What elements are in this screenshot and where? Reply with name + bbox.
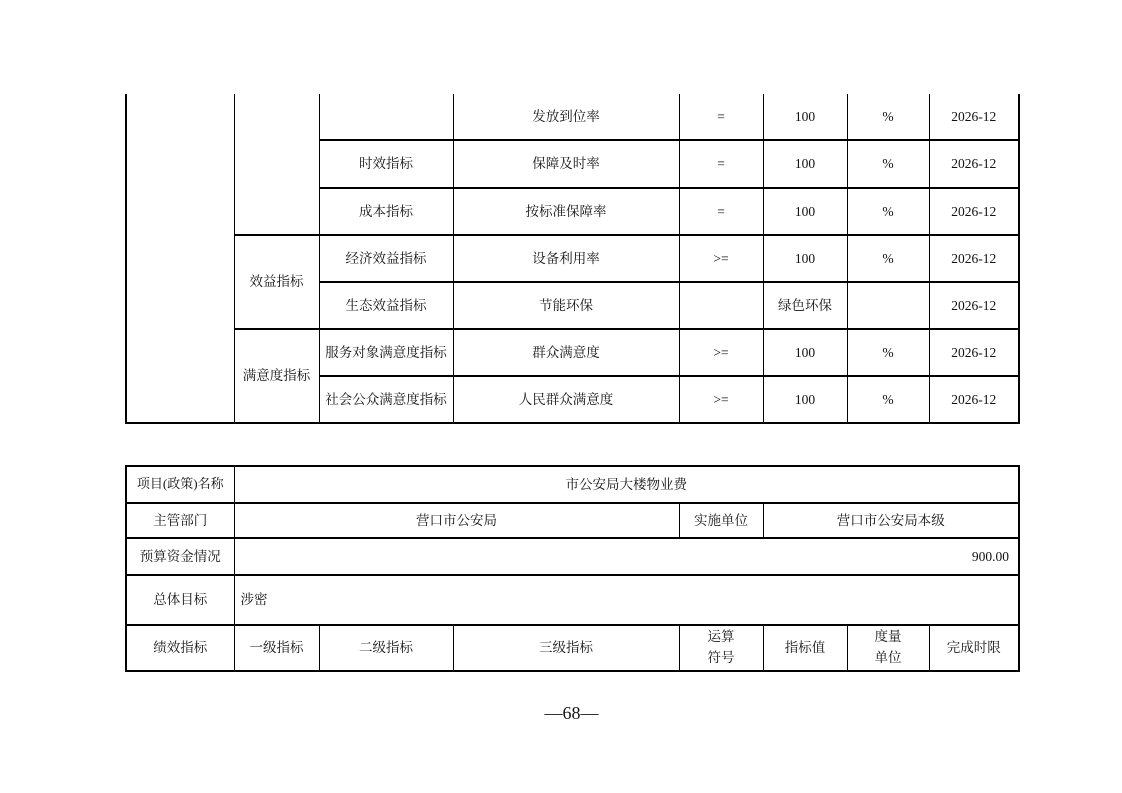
header-unit <box>847 625 929 671</box>
cell-level2: 服务对象满意度指标 <box>319 329 453 376</box>
cell-unit: % <box>847 376 929 423</box>
cell-level2: 时效指标 <box>319 140 453 188</box>
cell-operator: >= <box>679 235 763 282</box>
cell-level3: 设备利用率 <box>453 235 679 282</box>
cell-value: 100 <box>763 376 847 423</box>
overall-goal-row <box>126 575 1019 625</box>
implementing-unit-value: 营口市公安局本级 <box>763 503 1019 538</box>
overall-goal-label: 总体目标 <box>126 575 234 625</box>
cell-level2: 经济效益指标 <box>319 235 453 282</box>
indicator-row <box>126 94 1019 140</box>
cell-operator <box>679 282 763 329</box>
department-row <box>126 503 1019 538</box>
cell-deadline: 2026-12 <box>929 235 1019 282</box>
header-level1: 一级指标 <box>234 625 319 671</box>
cell-deadline: 2026-12 <box>929 188 1019 235</box>
cell-operator: = <box>679 188 763 235</box>
cell-operator: = <box>679 94 763 140</box>
department-label: 主管部门 <box>126 503 234 538</box>
cell-value: 绿色环保 <box>763 282 847 329</box>
header-level3: 三级指标 <box>453 625 679 671</box>
cell-level1: 满意度指标 <box>234 329 319 423</box>
cell-level3: 节能环保 <box>453 282 679 329</box>
cell-unit: % <box>847 94 929 140</box>
department-value: 营口市公安局 <box>234 503 679 538</box>
cell-deadline: 2026-12 <box>929 140 1019 188</box>
cell-unit: % <box>847 188 929 235</box>
cell-deadline: 2026-12 <box>929 376 1019 423</box>
project-name-value: 市公安局大楼物业费 <box>234 466 1019 503</box>
cell-level3: 按标准保障率 <box>453 188 679 235</box>
page-number: —68— <box>544 703 599 723</box>
header-deadline: 完成时限 <box>929 625 1019 671</box>
cell-operator: >= <box>679 376 763 423</box>
cell-level1: 效益指标 <box>234 235 319 329</box>
header-unit-line1: 度量 <box>874 629 902 645</box>
project-summary-table <box>125 465 1020 672</box>
cell-value: 100 <box>763 329 847 376</box>
cell-operator: >= <box>679 329 763 376</box>
indicator-row <box>126 329 1019 376</box>
cell-unit: % <box>847 235 929 282</box>
continued-level1-cell <box>234 94 319 235</box>
budget-row <box>126 538 1019 575</box>
cell-level3: 发放到位率 <box>453 94 679 140</box>
indicator-row <box>126 235 1019 282</box>
cell-level3: 人民群众满意度 <box>453 376 679 423</box>
indicator-table-continued <box>125 94 1020 424</box>
cell-level2: 成本指标 <box>319 188 453 235</box>
project-name-label: 项目(政策)名称 <box>126 466 234 503</box>
budget-amount: 900.00 <box>234 538 1019 575</box>
indicator-header-row <box>126 625 1019 671</box>
cell-value: 100 <box>763 140 847 188</box>
performance-indicator-label: 绩效指标 <box>126 625 234 671</box>
cell-level2 <box>319 94 453 140</box>
cell-deadline: 2026-12 <box>929 282 1019 329</box>
cell-level2: 社会公众满意度指标 <box>319 376 453 423</box>
header-operator-line2: 符号 <box>707 650 735 665</box>
cell-value: 100 <box>763 94 847 140</box>
header-operator-line1: 运算 <box>707 629 735 645</box>
cell-level2: 生态效益指标 <box>319 282 453 329</box>
header-level2: 二级指标 <box>319 625 453 671</box>
cell-level3: 保障及时率 <box>453 140 679 188</box>
cell-value: 100 <box>763 188 847 235</box>
project-name-row <box>126 466 1019 503</box>
continued-group-cell <box>126 94 234 423</box>
cell-unit: % <box>847 140 929 188</box>
implementing-unit-label: 实施单位 <box>679 503 763 538</box>
header-unit-line2: 单位 <box>874 650 902 665</box>
cell-value: 100 <box>763 235 847 282</box>
overall-goal-value: 涉密 <box>234 575 1019 625</box>
cell-level3: 群众满意度 <box>453 329 679 376</box>
cell-unit <box>847 282 929 329</box>
budget-label: 预算资金情况 <box>126 538 234 575</box>
header-value: 指标值 <box>763 625 847 671</box>
cell-unit: % <box>847 329 929 376</box>
cell-deadline: 2026-12 <box>929 329 1019 376</box>
cell-deadline: 2026-12 <box>929 94 1019 140</box>
cell-operator: = <box>679 140 763 188</box>
header-operator <box>679 625 763 671</box>
